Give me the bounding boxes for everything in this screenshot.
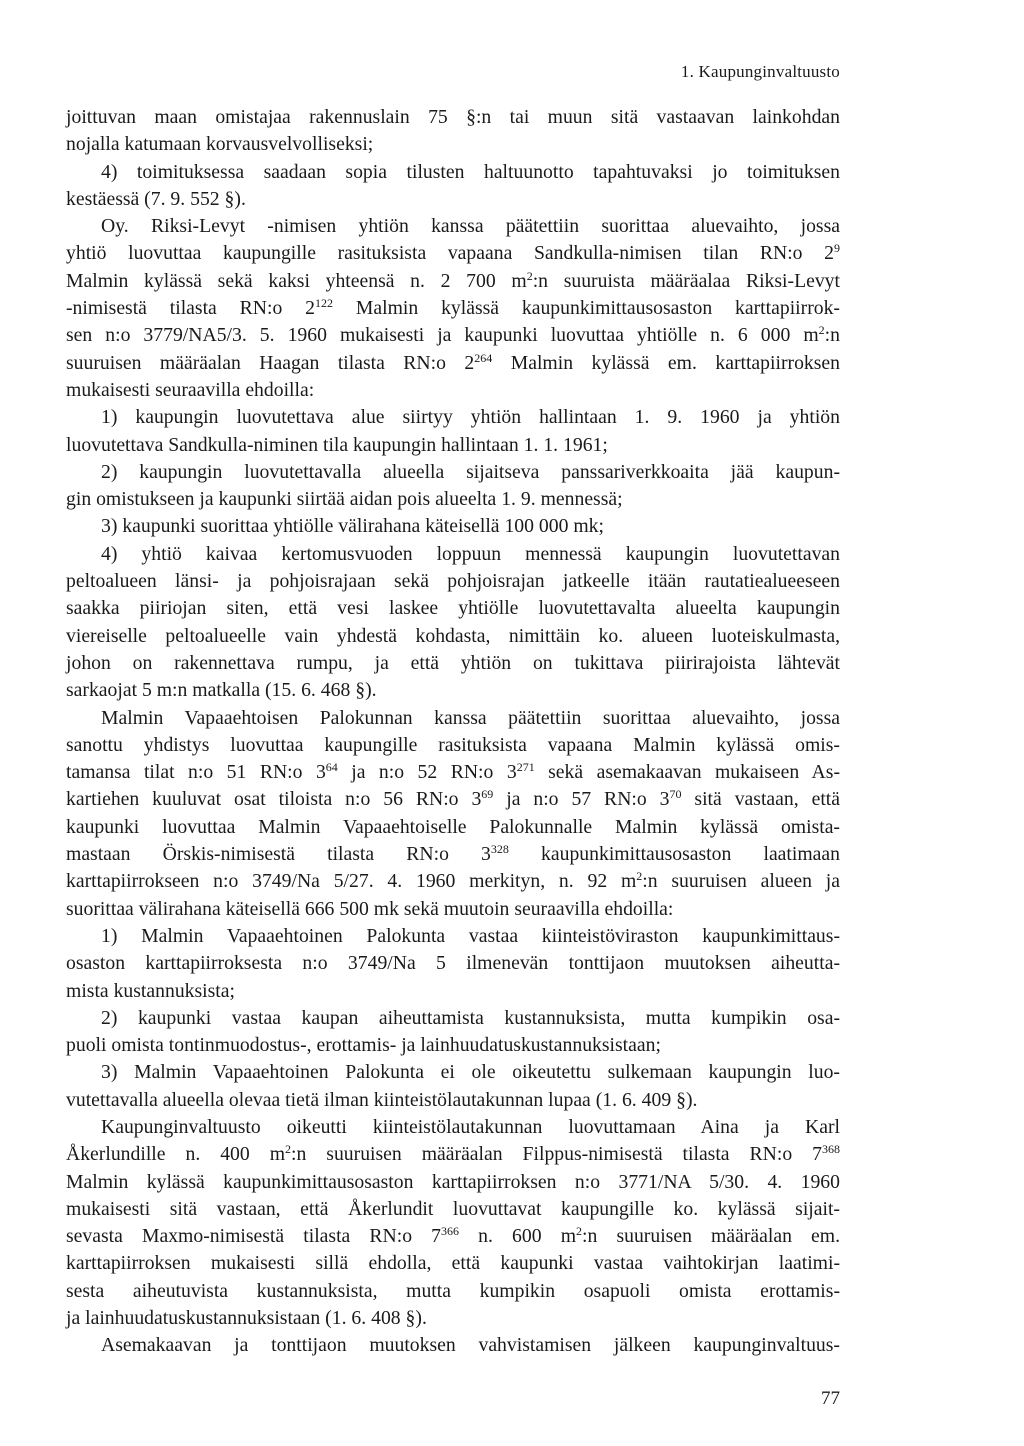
text-line bbox=[66, 650, 840, 677]
text-segment: sarkaojat 5 m:n matkalla (15. 6. 468 §). bbox=[66, 679, 377, 702]
text-segment: -nimisestä tilasta RN:o 2 bbox=[66, 297, 316, 320]
text-segment: sesta aiheutuvista kustannuksista, mutta kumpikin osapuoli omista erottamis- bbox=[66, 1279, 840, 1302]
text-line bbox=[66, 1087, 840, 1114]
text-line bbox=[66, 404, 840, 431]
text-segment: viereiselle peltoalueelle vain yhdestä kohdasta, nimittäin ko. alueen luoteiskulmasta, bbox=[66, 624, 840, 647]
text-segment: Malmin kylässä em. karttapiirroksen bbox=[492, 351, 840, 374]
text-segment: :n suuruisen määräalan Filppus-nimisestä tilasta RN:o 7 bbox=[291, 1143, 822, 1166]
text-line bbox=[66, 705, 840, 732]
text-segment: 4) yhtiö kaivaa kertomusvuoden loppuun mennessä kaupungin luovutettavan bbox=[101, 542, 840, 565]
text-line bbox=[66, 322, 840, 349]
page-number: 77 bbox=[821, 1388, 840, 1409]
text-segment: mastaan Örskis-nimisestä tilasta RN:o 3 bbox=[66, 843, 491, 866]
body-text bbox=[66, 104, 840, 1360]
text-line bbox=[66, 1278, 840, 1305]
text-segment: 1) kaupungin luovutettava alue siirtyy yhtiön hallintaan 1. 9. 1960 ja yhtiön bbox=[101, 406, 840, 429]
text-segment: :n suuruista määräalaa Riksi-Levyt bbox=[532, 269, 840, 292]
superscript: 122 bbox=[315, 296, 334, 311]
text-line bbox=[66, 841, 840, 868]
superscript: 9 bbox=[834, 241, 840, 256]
text-line bbox=[66, 923, 840, 950]
text-segment: n. 600 m bbox=[459, 1225, 577, 1248]
text-line bbox=[66, 513, 840, 540]
text-segment: Kaupunginvaltuusto oikeutti kiinteistölautakunnan luovuttamaan Aina ja Karl bbox=[101, 1115, 840, 1138]
text-segment: 2) kaupunki vastaa kaupan aiheuttamista kustannuksista, mutta kumpikin osa- bbox=[101, 1006, 840, 1029]
text-segment: Malmin Vapaaehtoisen Palokunnan kanssa päätettiin suorittaa aluevaihto, jossa bbox=[101, 706, 840, 729]
text-line bbox=[66, 1114, 840, 1141]
superscript: 264 bbox=[474, 350, 493, 365]
text-line bbox=[66, 732, 840, 759]
text-line bbox=[66, 1169, 840, 1196]
text-line bbox=[66, 1059, 840, 1086]
text-line bbox=[66, 950, 840, 977]
text-segment: kestäessä (7. 9. 552 §). bbox=[66, 187, 246, 210]
superscript: 70 bbox=[669, 787, 682, 802]
text-segment: johon on rakennettava rumpu, ja että yhtiön on tukittava piirirajoista lähtevät bbox=[66, 651, 840, 674]
text-segment: Malmin kylässä kaupunkimittausosaston karttapiirroksen n:o 3771/NA 5/30. 4. 1960 bbox=[66, 1170, 840, 1193]
superscript: 368 bbox=[822, 1142, 840, 1157]
text-line bbox=[66, 377, 840, 404]
text-line bbox=[66, 104, 840, 131]
text-segment: Åkerlundille n. 400 m bbox=[66, 1143, 286, 1166]
text-segment: joittuvan maan omistajaa rakennuslain 75 §:n tai muun sitä vastaavan lainkohdan bbox=[66, 106, 840, 128]
text-segment: kartiehen kuuluvat osat tiloista n:o 56 RN:o 3 bbox=[66, 788, 482, 811]
text-segment: sanottu yhdistys luovuttaa kaupungille rasituksista vapaana Malmin kylässä omis- bbox=[66, 733, 840, 756]
text-segment: 4) toimituksessa saadaan sopia tilusten haltuunotto tapahtuvaksi jo toimituksen bbox=[101, 160, 840, 183]
text-segment: :n suuruisen alueen ja bbox=[642, 870, 841, 893]
text-segment: yhtiö luovuttaa kaupungille rasituksista vapaana Sandkulla-nimisen tilan RN:o 2 bbox=[66, 242, 834, 265]
text-segment: mista kustannuksista; bbox=[66, 979, 235, 1002]
text-line bbox=[66, 1305, 840, 1332]
superscript: 69 bbox=[481, 787, 494, 802]
superscript: 328 bbox=[490, 842, 509, 857]
text-segment: 2) kaupungin luovutettavalla alueella sijaitseva panssariverkkoaita jää kaupun- bbox=[101, 460, 840, 483]
text-segment: suorittaa välirahana käteisellä 666 500 mk sekä muutoin seuraavilla ehdoilla: bbox=[66, 897, 674, 920]
text-segment: vutettavalla alueella olevaa tietä ilman kiinteistölautakunnan lupaa (1. 6. 409 §). bbox=[66, 1088, 698, 1111]
text-segment: Oy. Riksi-Levyt -nimisen yhtiön kanssa päätettiin suorittaa aluevaihto, jossa bbox=[101, 215, 840, 238]
text-segment: 3) Malmin Vapaaehtoinen Palokunta ei ole oikeutettu sulkemaan kaupungin luo- bbox=[101, 1061, 840, 1084]
text-segment: tamansa tilat n:o 51 RN:o 3 bbox=[66, 761, 326, 784]
text-segment: osaston karttapiirroksesta n:o 3749/Na 5 ilmenevän tonttijaon muutoksen aiheutta- bbox=[66, 952, 840, 975]
text-segment: ja n:o 52 RN:o 3 bbox=[337, 761, 517, 784]
superscript: 64 bbox=[325, 760, 338, 775]
text-line bbox=[66, 459, 840, 486]
text-line bbox=[66, 677, 840, 704]
text-line bbox=[66, 896, 840, 923]
text-segment: luovutettava Sandkulla-niminen tila kaupungin hallintaan 1. 1. 1961; bbox=[66, 433, 608, 456]
superscript: 2 bbox=[636, 869, 643, 884]
text-line bbox=[66, 814, 840, 841]
text-line bbox=[66, 486, 840, 513]
text-line bbox=[66, 1223, 840, 1250]
superscript: 366 bbox=[441, 1224, 460, 1239]
text-segment: sekä asemakaavan mukaiseen As- bbox=[534, 761, 840, 784]
text-line bbox=[66, 1250, 840, 1277]
text-line bbox=[66, 1005, 840, 1032]
text-segment: Malmin kylässä sekä kaksi yhteensä n. 2 700 m bbox=[66, 269, 527, 292]
text-segment: saakka piiriojan siten, että vesi laskee yhtiölle luovutettavalta alueelta kaupungin bbox=[66, 597, 840, 620]
text-segment: nojalla katumaan korvausvelvolliseksi; bbox=[66, 133, 374, 156]
text-segment: kaupunkimittausosaston laatimaan bbox=[508, 843, 840, 866]
text-segment: :n suuruisen määräalan em. bbox=[582, 1225, 841, 1248]
text-line bbox=[66, 868, 840, 895]
text-line bbox=[66, 295, 840, 322]
text-segment: sevasta Maxmo-nimisestä tilasta RN:o 7 bbox=[66, 1225, 442, 1248]
superscript: 2 bbox=[285, 1142, 292, 1157]
text-line bbox=[66, 1332, 840, 1359]
text-segment: karttapiirroksen mukaisesti sillä ehdolla, että kaupunki vastaa vaihtokirjan laatimi- bbox=[66, 1252, 840, 1275]
text-line bbox=[66, 595, 840, 622]
text-segment: sitä vastaan, että bbox=[681, 788, 840, 811]
text-line bbox=[66, 1032, 840, 1059]
text-line bbox=[66, 568, 840, 595]
text-segment: kaupunki luovuttaa Malmin Vapaaehtoiselle Palokunnalle Malmin kylässä omista- bbox=[66, 815, 840, 838]
text-segment: Malmin kylässä kaupunkimittausosaston karttapiirrok- bbox=[333, 297, 840, 320]
text-line bbox=[66, 541, 840, 568]
text-segment: mukaisesti seuraavilla ehdoilla: bbox=[66, 378, 315, 401]
superscript: 2 bbox=[526, 268, 533, 283]
text-segment: sen n:o 3779/NA5/3. 5. 1960 mukaisesti ja kaupunki luovuttaa yhtiölle n. 6 000 m bbox=[66, 324, 819, 347]
text-line bbox=[66, 350, 840, 377]
text-line bbox=[66, 1196, 840, 1223]
text-segment: suuruisen määräalan Haagan tilasta RN:o 2 bbox=[66, 351, 475, 374]
text-line bbox=[66, 131, 840, 158]
text-line bbox=[66, 268, 840, 295]
text-segment: karttapiirrokseen n:o 3749/Na 5/27. 4. 1960 merkityn, n. 92 m bbox=[66, 870, 637, 893]
text-segment: Asemakaavan ja tonttijaon muutoksen vahvistamisen jälkeen kaupunginvaltuus- bbox=[101, 1334, 840, 1357]
text-line bbox=[66, 786, 840, 813]
text-segment: ja n:o 57 RN:o 3 bbox=[493, 788, 670, 811]
text-line bbox=[66, 759, 840, 786]
superscript: 271 bbox=[516, 760, 535, 775]
text-segment: mukaisesti sitä vastaan, että Åkerlundit luovuttavat kaupungille ko. kylässä sijait- bbox=[66, 1197, 840, 1220]
text-line bbox=[66, 432, 840, 459]
superscript: 2 bbox=[818, 323, 825, 338]
text-line bbox=[66, 213, 840, 240]
text-line bbox=[66, 623, 840, 650]
text-segment: gin omistukseen ja kaupunki siirtää aidan pois alueelta 1. 9. mennessä; bbox=[66, 488, 623, 511]
text-segment: 1) Malmin Vapaaehtoinen Palokunta vastaa kiinteistöviraston kaupunkimittaus- bbox=[101, 924, 840, 947]
text-line bbox=[66, 159, 840, 186]
text-segment: peltoalueen länsi- ja pohjoisrajaan sekä pohjoisrajan jatkeelle itään rautatiealueeseen bbox=[66, 570, 840, 593]
text-line bbox=[66, 1141, 840, 1168]
text-segment: 3) kaupunki suorittaa yhtiölle välirahana käteisellä 100 000 mk; bbox=[101, 515, 604, 538]
text-segment: ja lainhuudatuskustannuksistaan (1. 6. 408 §). bbox=[66, 1307, 427, 1330]
superscript: 2 bbox=[576, 1224, 583, 1239]
text-segment: :n bbox=[824, 324, 840, 347]
running-header: 1. Kaupunginvaltuusto bbox=[680, 62, 840, 81]
text-line bbox=[66, 978, 840, 1005]
text-segment: puoli omista tontinmuodostus-, erottamis- ja lainhuudatuskustannuksistaan; bbox=[66, 1034, 661, 1057]
text-line bbox=[66, 240, 840, 267]
text-line bbox=[66, 186, 840, 213]
